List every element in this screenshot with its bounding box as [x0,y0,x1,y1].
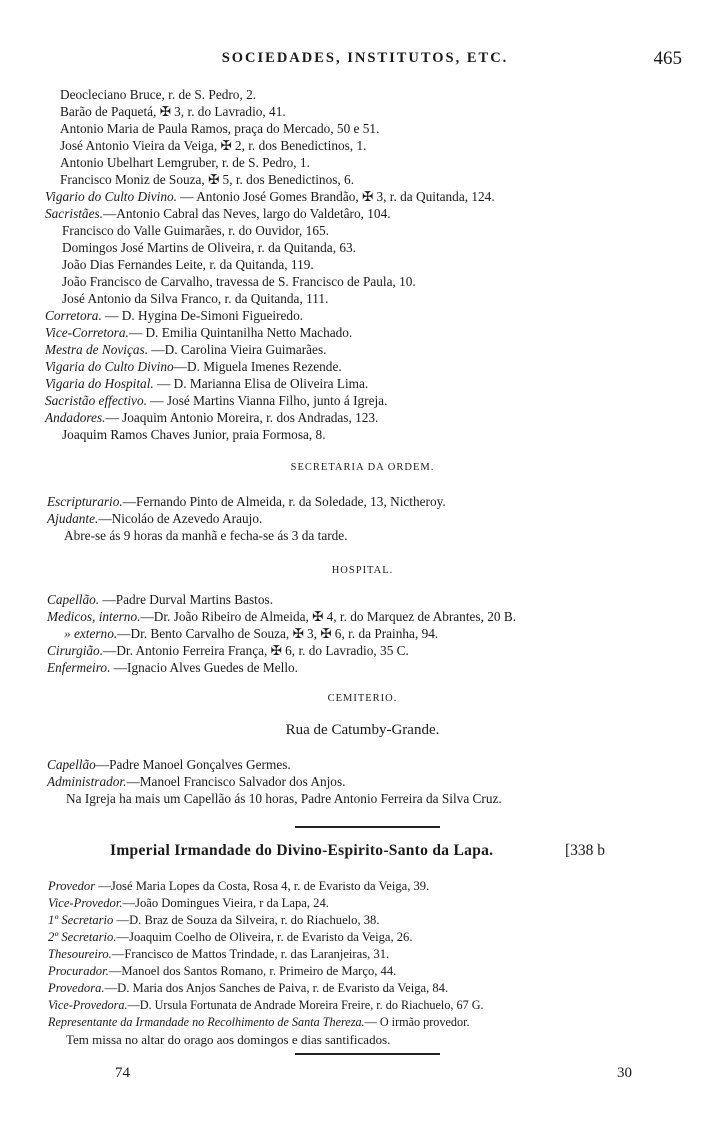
cemiterio-section [0,693,725,704]
line-text: Na Igreja ha mais um Capellão ás 10 horas, Padre Antonio Ferreira da Silva Cruz. [66,791,502,806]
line-text: —Nicoláo de Azevedo Araujo. [98,511,263,526]
hospital-line [0,659,725,676]
line-text: —José Maria Lopes da Costa, Rosa 4, r. de Evaristo da Veiga, 39. [95,879,430,893]
officer-line [0,205,725,222]
irmandade-name: Imperial Irmandade do Divino-Espirito-Santo da Lapa. [110,842,494,859]
irmandade-line [0,1031,725,1048]
line-role: Provedora. [48,981,105,995]
hospital-line [0,608,725,625]
officer-line [0,239,725,256]
irmandade-line [0,878,725,895]
running-header [0,50,725,74]
officer-role: Vigaria do Culto Divino [45,359,174,374]
cemiterio-line [0,756,725,773]
irmandade-line [0,895,725,912]
officer-text: —D. Carolina Vieira Guimarães. [148,342,327,357]
officer-line [0,392,725,409]
officer-role: Sacristães. [45,206,103,221]
officer-text: Francisco do Valle Guimarães, r. do Ouvidor, 165. [62,223,329,238]
officer-text: Domingos José Martins de Oliveira, r. da Quitanda, 63. [62,240,356,255]
secretaria-line [0,527,725,544]
line-text: —Dr. João Ribeiro de Almeida, ✠ 4, r. do Marquez de Abrantes, 20 B. [140,609,517,624]
line-text: —Dr. Antonio Ferreira França, ✠ 6, r. do Lavradio, 35 C. [103,643,409,658]
hospital-line [0,625,725,642]
irmandade-line [0,963,725,980]
line-text: —Manoel Francisco Salvador dos Anjos. [126,774,346,789]
officer-line [0,307,725,324]
line-text: —Padre Manoel Gonçalves Germes. [95,757,291,772]
page-number: 465 [653,48,682,69]
cemiterio-subtitle-block [0,722,725,739]
line-role: 2º Secretario. [48,930,117,944]
list-line: Antonio Ubelhart Lemgruber, r. de S. Pedro, 1. [60,155,310,170]
irmandade-line [0,912,725,929]
footer-left-number: 74 [115,1065,130,1081]
header-title: SOCIEDADES, INSTITUTOS, ETC. [221,50,509,66]
officer-line [0,273,725,290]
officer-text: — Antonio José Gomes Brandão, ✠ 3, r. da Quitanda, 124. [176,189,495,204]
officer-line [0,409,725,426]
officer-text: João Dias Fernandes Leite, r. da Quitanda, 119. [62,257,314,272]
section-subtitle: Rua de Catumby-Grande. [285,722,440,738]
line-role: » externo. [64,626,118,641]
officer-role: Corretora. [45,308,102,323]
officer-line [0,290,725,307]
officer-role: Sacristão effectivo. [45,393,147,408]
list-line: Francisco Moniz de Souza, ✠ 5, r. dos Benedictinos, 6. [60,172,355,187]
section-rule [295,1053,440,1055]
officer-role: Vigario do Culto Divino. [45,189,177,204]
line-text: —Francisco de Mattos Trindade, r. das Laranjeiras, 31. [111,947,390,961]
cemiterio-line [0,790,725,807]
irmandade-line [0,997,725,1014]
officer-role: Vigaria do Hospital. [45,376,154,391]
officer-line [0,188,725,205]
line-role: Procurador. [48,964,109,978]
cemiterio-line [0,773,725,790]
officer-role: Andadores. [45,410,106,425]
section-title: CEMITERIO. [327,693,398,704]
officer-text: —Antonio Cabral das Neves, largo do Valdetâro, 104. [103,206,391,221]
officer-text: — D. Marianna Elisa de Oliveira Lima. [153,376,369,391]
line-text: —Dr. Bento Carvalho de Souza, ✠ 3, ✠ 6, r. da Prainha, 94. [117,626,439,641]
hospital-lines [0,591,725,676]
line-role: Thesoureiro. [48,947,112,961]
line-text: —Padre Durval Martins Bastos. [99,592,274,607]
officer-text: João Francisco de Carvalho, travessa de S. Francisco de Paula, 10. [62,274,416,289]
list-line: Antonio Maria de Paula Ramos, praça do Mercado, 50 e 51. [60,121,380,136]
irmandade-lines [0,878,725,1048]
line-role: Medicos, interno. [47,609,141,624]
line-role: Escripturario. [47,494,123,509]
officer-line [0,375,725,392]
line-text: —D. Braz de Souza da Silveira, r. do Riachuelo, 38. [113,913,380,927]
officer-text: — D. Emilia Quintanilha Netto Machado. [128,325,353,340]
line-role: Administrador. [47,774,127,789]
line-role: 1º Secretario [48,913,114,927]
list-line: Barão de Paquetá, ✠ 3, r. do Lavradio, 41. [60,104,286,119]
list-line: Deocleciano Bruce, r. de S. Pedro, 2. [60,87,257,102]
irmandade-line [0,980,725,997]
officer-text: Joaquim Ramos Chaves Junior, praia Formosa, 8. [62,427,326,442]
officer-line [0,222,725,239]
list-line: José Antonio Vieira da Veiga, ✠ 2, r. dos Benedictinos, 1. [60,138,367,153]
line-text: Tem missa no altar do orago aos domingos e dias santificados. [66,1032,391,1047]
line-text: —D. Ursula Fortunata de Andrade Moreira Freire, r. do Riachuelo, 67 G. [127,998,484,1012]
officer-line [0,256,725,273]
officer-text: José Antonio da Silva Franco, r. da Quitanda, 111. [62,291,329,306]
irmandade-code: [338 b [565,842,606,859]
irmandade-line [0,1014,725,1031]
line-text: —D. Maria dos Anjos Sanches de Paiva, r. de Evaristo da Veiga, 84. [104,981,449,995]
secretaria-line [0,493,725,510]
members-top-list [0,86,725,188]
line-role: Enfermeiro. [47,660,111,675]
section-title: SECRETARIA DA ORDEM. [290,462,435,473]
line-role: Representante da Irmandade no Recolhimento de Santa Thereza. [48,1015,365,1029]
officer-line [0,324,725,341]
line-text: —Manoel dos Santos Romano, r. Primeiro de Março, 44. [108,964,397,978]
line-text: Abre-se ás 9 horas da manhã e fecha-se ás 3 da tarde. [64,528,348,543]
officer-text: — Joaquim Antonio Moreira, r. dos Andradas, 123. [105,410,379,425]
secretaria-line [0,510,725,527]
section-title: HOSPITAL. [331,565,394,576]
hospital-section [0,565,725,576]
line-role: Ajudante. [47,511,99,526]
hospital-line [0,591,725,608]
section-rule [295,826,440,828]
cemiterio-lines [0,756,725,807]
irmandade-heading [0,842,725,866]
line-text: —Fernando Pinto de Almeida, r. da Soledade, 13, Nictheroy. [122,494,446,509]
line-role: Capellão [47,757,96,772]
line-text: —Ignacio Alves Guedes de Mello. [110,660,298,675]
hospital-line [0,642,725,659]
officers-list [0,188,725,443]
irmandade-line [0,929,725,946]
officer-line [0,358,725,375]
secretaria-section [0,462,725,473]
line-role: Provedor [48,879,96,893]
line-text: —Joaquim Coelho de Oliveira, r. de Evaristo da Veiga, 26. [116,930,413,944]
irmandade-line [0,946,725,963]
officer-role: Vice-Corretora. [45,325,129,340]
officer-text: — José Martins Vianna Filho, junto á Igreja. [146,393,388,408]
line-text: — O irmão provedor. [364,1015,470,1029]
officer-line [0,341,725,358]
secretaria-lines [0,493,725,544]
officer-line [0,426,725,443]
line-role: Capellão. [47,592,100,607]
line-text: —João Domingues Vieira, r da Lapa, 24. [122,896,329,910]
officer-text: —D. Miguela Imenes Rezende. [173,359,342,374]
line-role: Vice-Provedor. [48,896,123,910]
footer-right-number: 30 [617,1065,632,1081]
line-role: Cirurgião. [47,643,104,658]
officer-role: Mestra de Noviças. [45,342,149,357]
officer-text: — D. Hygina De-Simoni Figueiredo. [101,308,304,323]
line-role: Vice-Provedora. [48,998,128,1012]
